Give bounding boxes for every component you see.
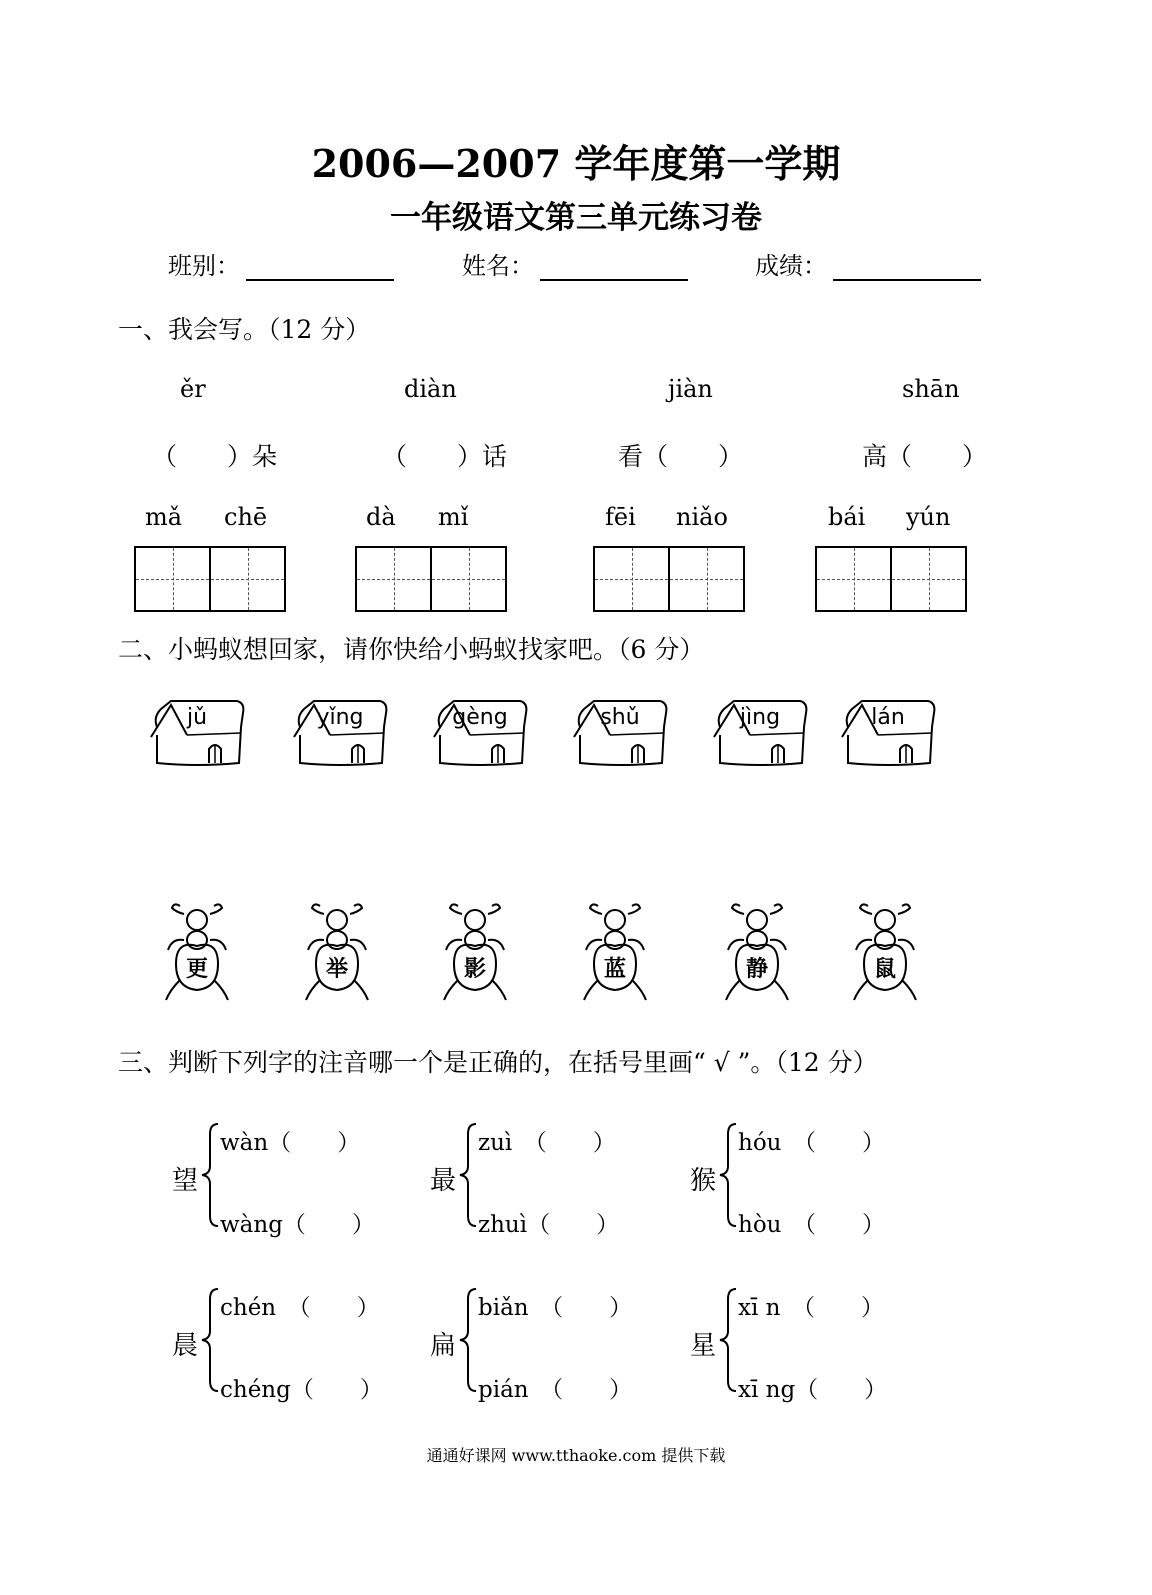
score-label: 成绩：	[755, 252, 827, 280]
grid-pinyin: chē	[224, 503, 268, 531]
page-subtitle: 一年级语文第三单元练习卷	[390, 200, 762, 236]
pinyin-option[interactable]: xī ng（ ）	[738, 1377, 888, 1403]
question-character: 最	[430, 1166, 457, 1196]
fill-blank-item[interactable]: （ ）朵	[152, 442, 278, 471]
writing-grid[interactable]	[593, 546, 745, 612]
pinyin-question	[172, 1285, 402, 1403]
ant[interactable]	[722, 900, 792, 1004]
pinyin-option[interactable]: wàng（ ）	[220, 1212, 375, 1238]
writing-cell[interactable]	[668, 548, 743, 610]
fill-pinyin: ěr	[180, 375, 206, 403]
ant-character: 鼠	[873, 956, 896, 982]
writing-cell[interactable]	[430, 548, 505, 610]
writing-cell[interactable]	[890, 548, 965, 610]
class-blank[interactable]	[246, 253, 394, 281]
writing-cell[interactable]	[357, 548, 430, 610]
pinyin-option[interactable]: wàn（ ）	[220, 1130, 361, 1156]
pinyin-question	[690, 1120, 920, 1238]
section3-heading: 三、判断下列字的注音哪一个是正确的，在括号里画“ √ ”。（12 分）	[118, 1048, 878, 1077]
house-pinyin: jìng	[739, 705, 781, 730]
question-character: 望	[172, 1166, 199, 1196]
score-blank[interactable]	[833, 253, 981, 281]
fill-pinyin: shān	[902, 375, 960, 403]
name-label: 姓名：	[462, 252, 534, 280]
ant[interactable]	[580, 900, 650, 1004]
pinyin-option[interactable]: pián （ ）	[478, 1377, 633, 1403]
pinyin-option[interactable]: hóu （ ）	[738, 1130, 885, 1156]
writing-grid[interactable]	[134, 546, 286, 612]
writing-cell[interactable]	[595, 548, 668, 610]
score-field	[755, 246, 981, 281]
writing-grid[interactable]	[355, 546, 507, 612]
house-pinyin: jǔ	[186, 705, 208, 730]
name-field	[462, 246, 688, 281]
fill-blank-item[interactable]: 高（ ）	[862, 442, 988, 471]
ant-character: 蓝	[603, 956, 626, 982]
footer-credit: 通通好课网 www.tthaoke.com 提供下载	[426, 1446, 726, 1465]
brace-icon	[200, 1120, 220, 1230]
brace-icon	[718, 1120, 738, 1230]
pinyin-question	[430, 1285, 660, 1403]
grid-pinyin: fēi	[605, 503, 636, 531]
grid-pinyin: mǎ	[145, 503, 183, 531]
writing-cell[interactable]	[136, 548, 209, 610]
section2-heading: 二、小蚂蚁想回家，请你快给小蚂蚁找家吧。（6 分）	[118, 635, 705, 664]
pinyin-option[interactable]: chéng（ ）	[220, 1377, 383, 1403]
name-blank[interactable]	[540, 253, 688, 281]
house[interactable]	[710, 697, 810, 769]
pinyin-question	[172, 1120, 402, 1238]
grid-pinyin: niǎo	[676, 503, 728, 531]
house[interactable]	[147, 697, 247, 769]
class-field	[168, 246, 394, 281]
house-pinyin: gèng	[452, 705, 508, 730]
question-character: 晨	[172, 1331, 199, 1361]
writing-grid[interactable]	[815, 546, 967, 612]
grid-pinyin: mǐ	[438, 503, 469, 531]
class-label: 班别：	[168, 252, 240, 280]
ant[interactable]	[162, 900, 232, 1004]
pinyin-question	[430, 1120, 660, 1238]
ant[interactable]	[302, 900, 372, 1004]
ant-character: 更	[185, 956, 208, 982]
brace-icon	[200, 1285, 220, 1395]
ant-character: 举	[325, 956, 348, 982]
ant-character: 影	[463, 956, 486, 982]
house-pinyin: shǔ	[600, 705, 640, 730]
brace-icon	[458, 1120, 478, 1230]
house-pinyin: lán	[871, 705, 905, 730]
writing-cell[interactable]	[817, 548, 890, 610]
brace-icon	[718, 1285, 738, 1395]
house[interactable]	[838, 697, 938, 769]
fill-pinyin: jiàn	[668, 375, 713, 403]
brace-icon	[458, 1285, 478, 1395]
pinyin-option[interactable]: zuì （ ）	[478, 1130, 616, 1156]
grid-pinyin: yún	[906, 503, 951, 531]
house[interactable]	[430, 697, 530, 769]
house-pinyin: yǐng	[316, 705, 364, 730]
pinyin-option[interactable]: chén （ ）	[220, 1295, 380, 1321]
pinyin-question	[690, 1285, 920, 1403]
grid-pinyin: dà	[366, 503, 396, 531]
fill-blank-item[interactable]: 看（ ）	[618, 442, 744, 471]
fill-blank-item[interactable]: （ ）话	[382, 442, 508, 471]
question-character: 扁	[430, 1331, 457, 1361]
question-character: 星	[690, 1331, 717, 1361]
page-title: 2006—2007 学年度第一学期	[311, 141, 841, 186]
house[interactable]	[290, 697, 390, 769]
fill-pinyin: diàn	[404, 375, 457, 403]
question-character: 猴	[690, 1166, 717, 1196]
ant[interactable]	[850, 900, 920, 1004]
ant[interactable]	[440, 900, 510, 1004]
pinyin-option[interactable]: zhuì（ ）	[478, 1212, 620, 1238]
grid-pinyin: bái	[828, 503, 866, 531]
pinyin-option[interactable]: xī n （ ）	[738, 1295, 884, 1321]
pinyin-option[interactable]: hòu （ ）	[738, 1212, 885, 1238]
section1-heading: 一、我会写。（12 分）	[118, 315, 371, 344]
ant-character: 静	[745, 956, 768, 982]
house[interactable]	[570, 697, 670, 769]
writing-cell[interactable]	[209, 548, 284, 610]
pinyin-option[interactable]: biǎn （ ）	[478, 1295, 633, 1321]
